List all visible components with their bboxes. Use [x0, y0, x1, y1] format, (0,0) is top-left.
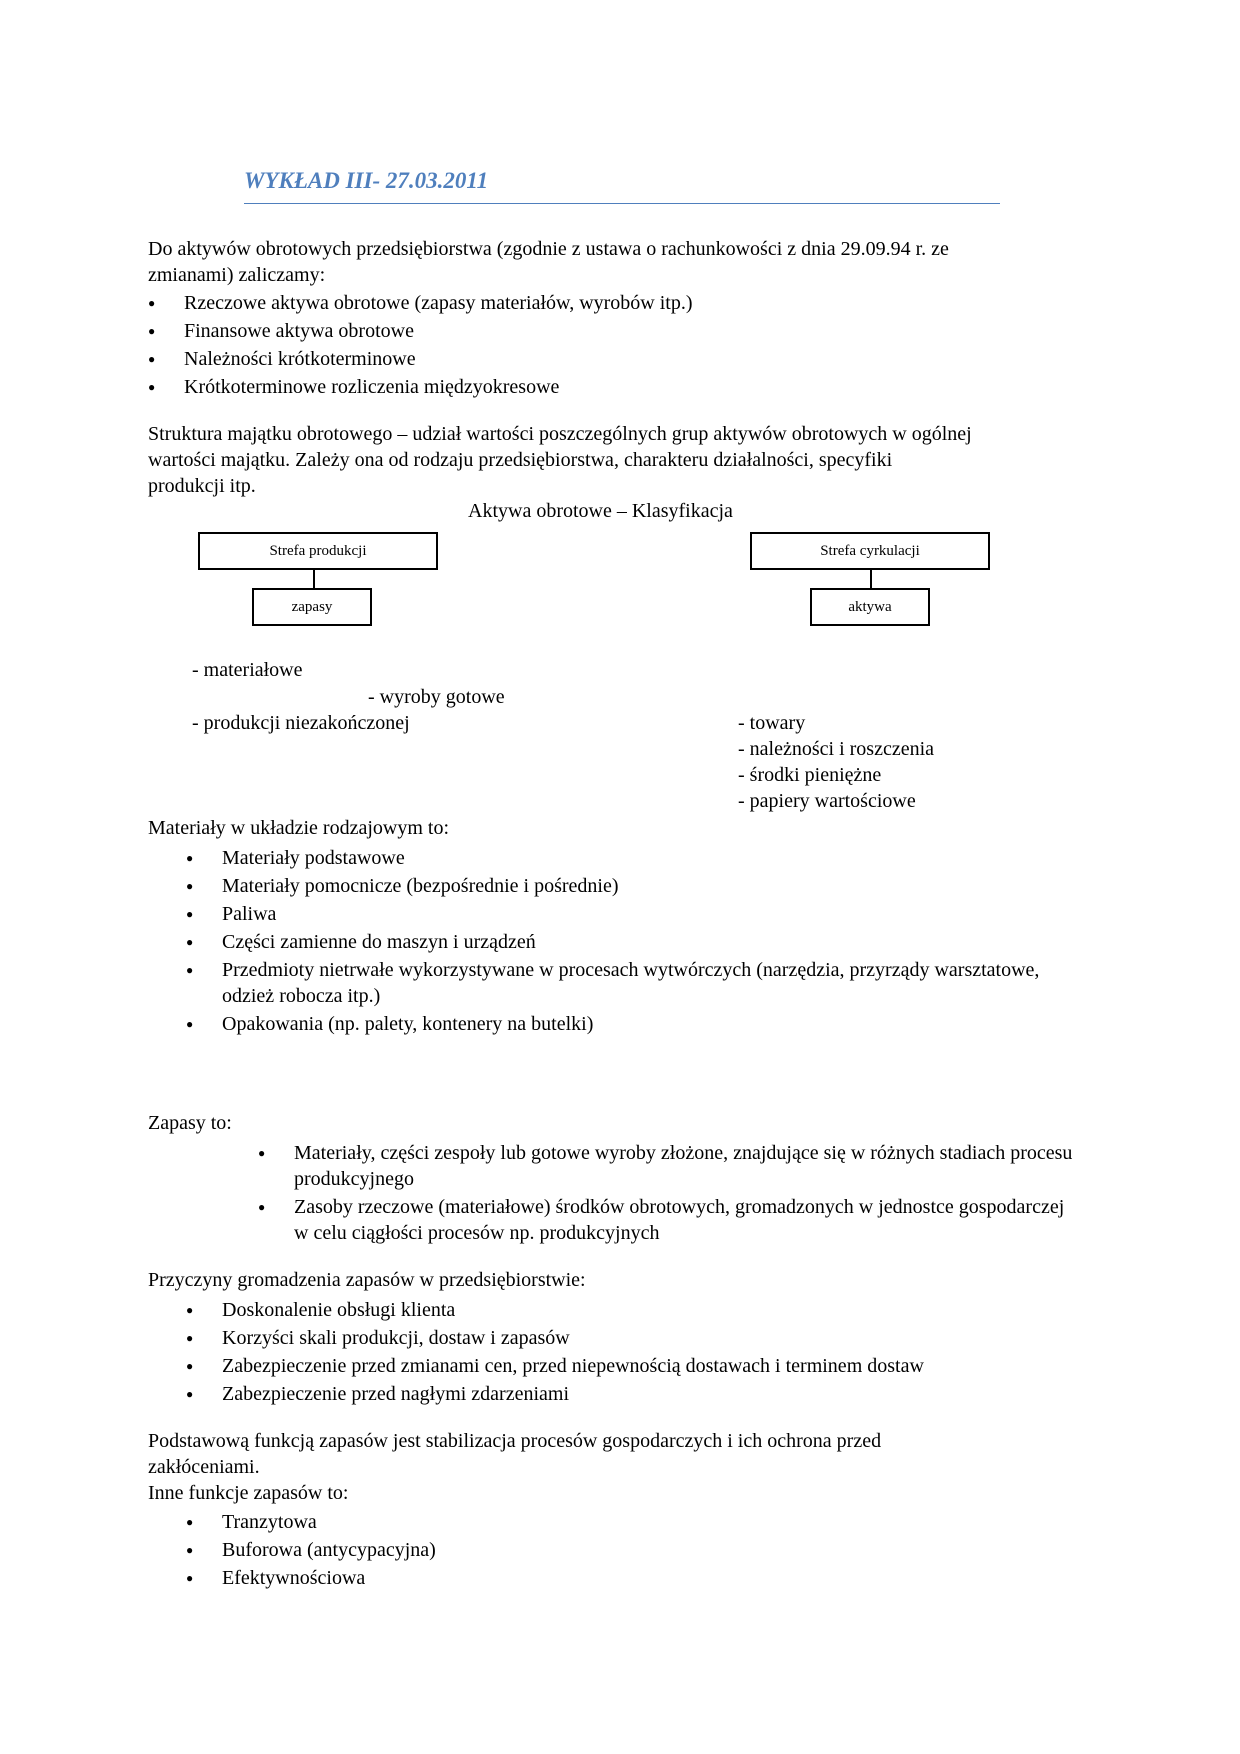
functions-line-1: Podstawową funkcją zapasów jest stabilizacja procesów gospodarczych i ich ochrona przed: [148, 1430, 882, 1452]
reasons-list: [186, 1297, 924, 1409]
structure-line-1: Struktura majątku obrotowego – udział wartości poszczególnych grup aktywów obrotowych w ogólnej: [148, 423, 972, 445]
list-item: ● Materiały pomocnicze (bezpośrednie i pośrednie): [186, 873, 1086, 899]
box-strefa-cyrkulacji: Strefa cyrkulacji: [750, 532, 990, 570]
right-item-srodki: - środki pieniężne: [738, 764, 882, 786]
box-strefa-produkcji: Strefa produkcji: [198, 532, 438, 570]
structure-line-2: wartości majątku. Zależy ona od rodzaju przedsiębiorstwa, charakteru działalności, specyfiki: [148, 449, 893, 471]
stocks-intro: Zapasy to:: [148, 1112, 232, 1134]
list-item: ● Korzyści skali produkcji, dostaw i zapasów: [186, 1325, 924, 1351]
left-item-wyroby-gotowe: - wyroby gotowe: [368, 686, 505, 708]
functions-intro: Inne funkcje zapasów to:: [148, 1482, 349, 1504]
box-zapasy: zapasy: [252, 588, 372, 626]
list-item: ● Rzeczowe aktywa obrotowe (zapasy materiałów, wyrobów itp.): [148, 290, 693, 316]
right-item-naleznosci: - należności i roszczenia: [738, 738, 935, 760]
connector-line-right: [870, 568, 872, 588]
list-item: ● Tranzytowa: [186, 1509, 436, 1535]
list-item: ● Opakowania (np. palety, kontenery na butelki): [186, 1011, 1086, 1037]
diagram-title: Aktywa obrotowe – Klasyfikacja: [468, 500, 733, 522]
list-item: ● Efektywnościowa: [186, 1565, 436, 1591]
functions-paragraph: [148, 1428, 1108, 1506]
stocks-list: [258, 1140, 1078, 1248]
connector-line-left: [313, 568, 315, 588]
right-item-towary: - towary: [738, 712, 806, 734]
intro-line-1: Do aktywów obrotowych przedsiębiorstwa (zgodnie z ustawa o rachunkowości z dnia 29.09.94 r. ze: [148, 238, 949, 260]
intro-list: [148, 290, 693, 402]
intro-paragraph: [148, 236, 1108, 288]
structure-line-3: produkcji itp.: [148, 475, 256, 497]
list-item: ● Zabezpieczenie przed zmianami cen, przed niepewnością dostawach i terminem dostaw: [186, 1353, 924, 1379]
box-aktywa: aktywa: [810, 588, 930, 626]
title-underline: [244, 203, 1000, 204]
list-item: ● Materiały, części zespoły lub gotowe wyroby złożone, znajdujące się w różnych stadiach procesu produkcyjnego: [258, 1140, 1078, 1192]
structure-paragraph: [148, 421, 1108, 499]
list-item: ● Doskonalenie obsługi klienta: [186, 1297, 924, 1323]
list-item: ● Należności krótkoterminowe: [148, 346, 693, 372]
list-item: ● Materiały podstawowe: [186, 845, 1086, 871]
page-title: WYKŁAD III- 27.03.2011: [244, 168, 489, 193]
intro-line-2: zmianami) zaliczamy:: [148, 264, 326, 286]
materials-list: [186, 845, 1086, 1039]
list-item: ● Zabezpieczenie przed nagłymi zdarzeniami: [186, 1381, 924, 1407]
materials-intro: Materiały w układzie rodzajowym to:: [148, 817, 450, 839]
functions-list: [186, 1509, 436, 1593]
reasons-intro: Przyczyny gromadzenia zapasów w przedsiębiorstwie:: [148, 1269, 586, 1291]
list-item: ● Zasoby rzeczowe (materiałowe) środków obrotowych, gromadzonych w jednostce gospodarczej w celu ciągłości procesów np. produkcyjnych: [258, 1194, 1078, 1246]
left-item-produkcji: - produkcji niezakończonej: [192, 712, 410, 734]
left-item-materialowe: - materiałowe: [192, 659, 303, 681]
list-item: ● Finansowe aktywa obrotowe: [148, 318, 693, 344]
list-item: ● Części zamienne do maszyn i urządzeń: [186, 929, 1086, 955]
functions-line-2: zakłóceniami.: [148, 1456, 260, 1478]
list-item: ● Paliwa: [186, 901, 1086, 927]
right-item-papiery: - papiery wartościowe: [738, 790, 916, 812]
list-item: ● Przedmioty nietrwałe wykorzystywane w procesach wytwórczych (narzędzia, przyrządy warsztatowe, odzież robocza itp.): [186, 957, 1042, 1009]
list-item: ● Krótkoterminowe rozliczenia międzyokresowe: [148, 374, 693, 400]
list-item: ● Buforowa (antycypacyjna): [186, 1537, 436, 1563]
